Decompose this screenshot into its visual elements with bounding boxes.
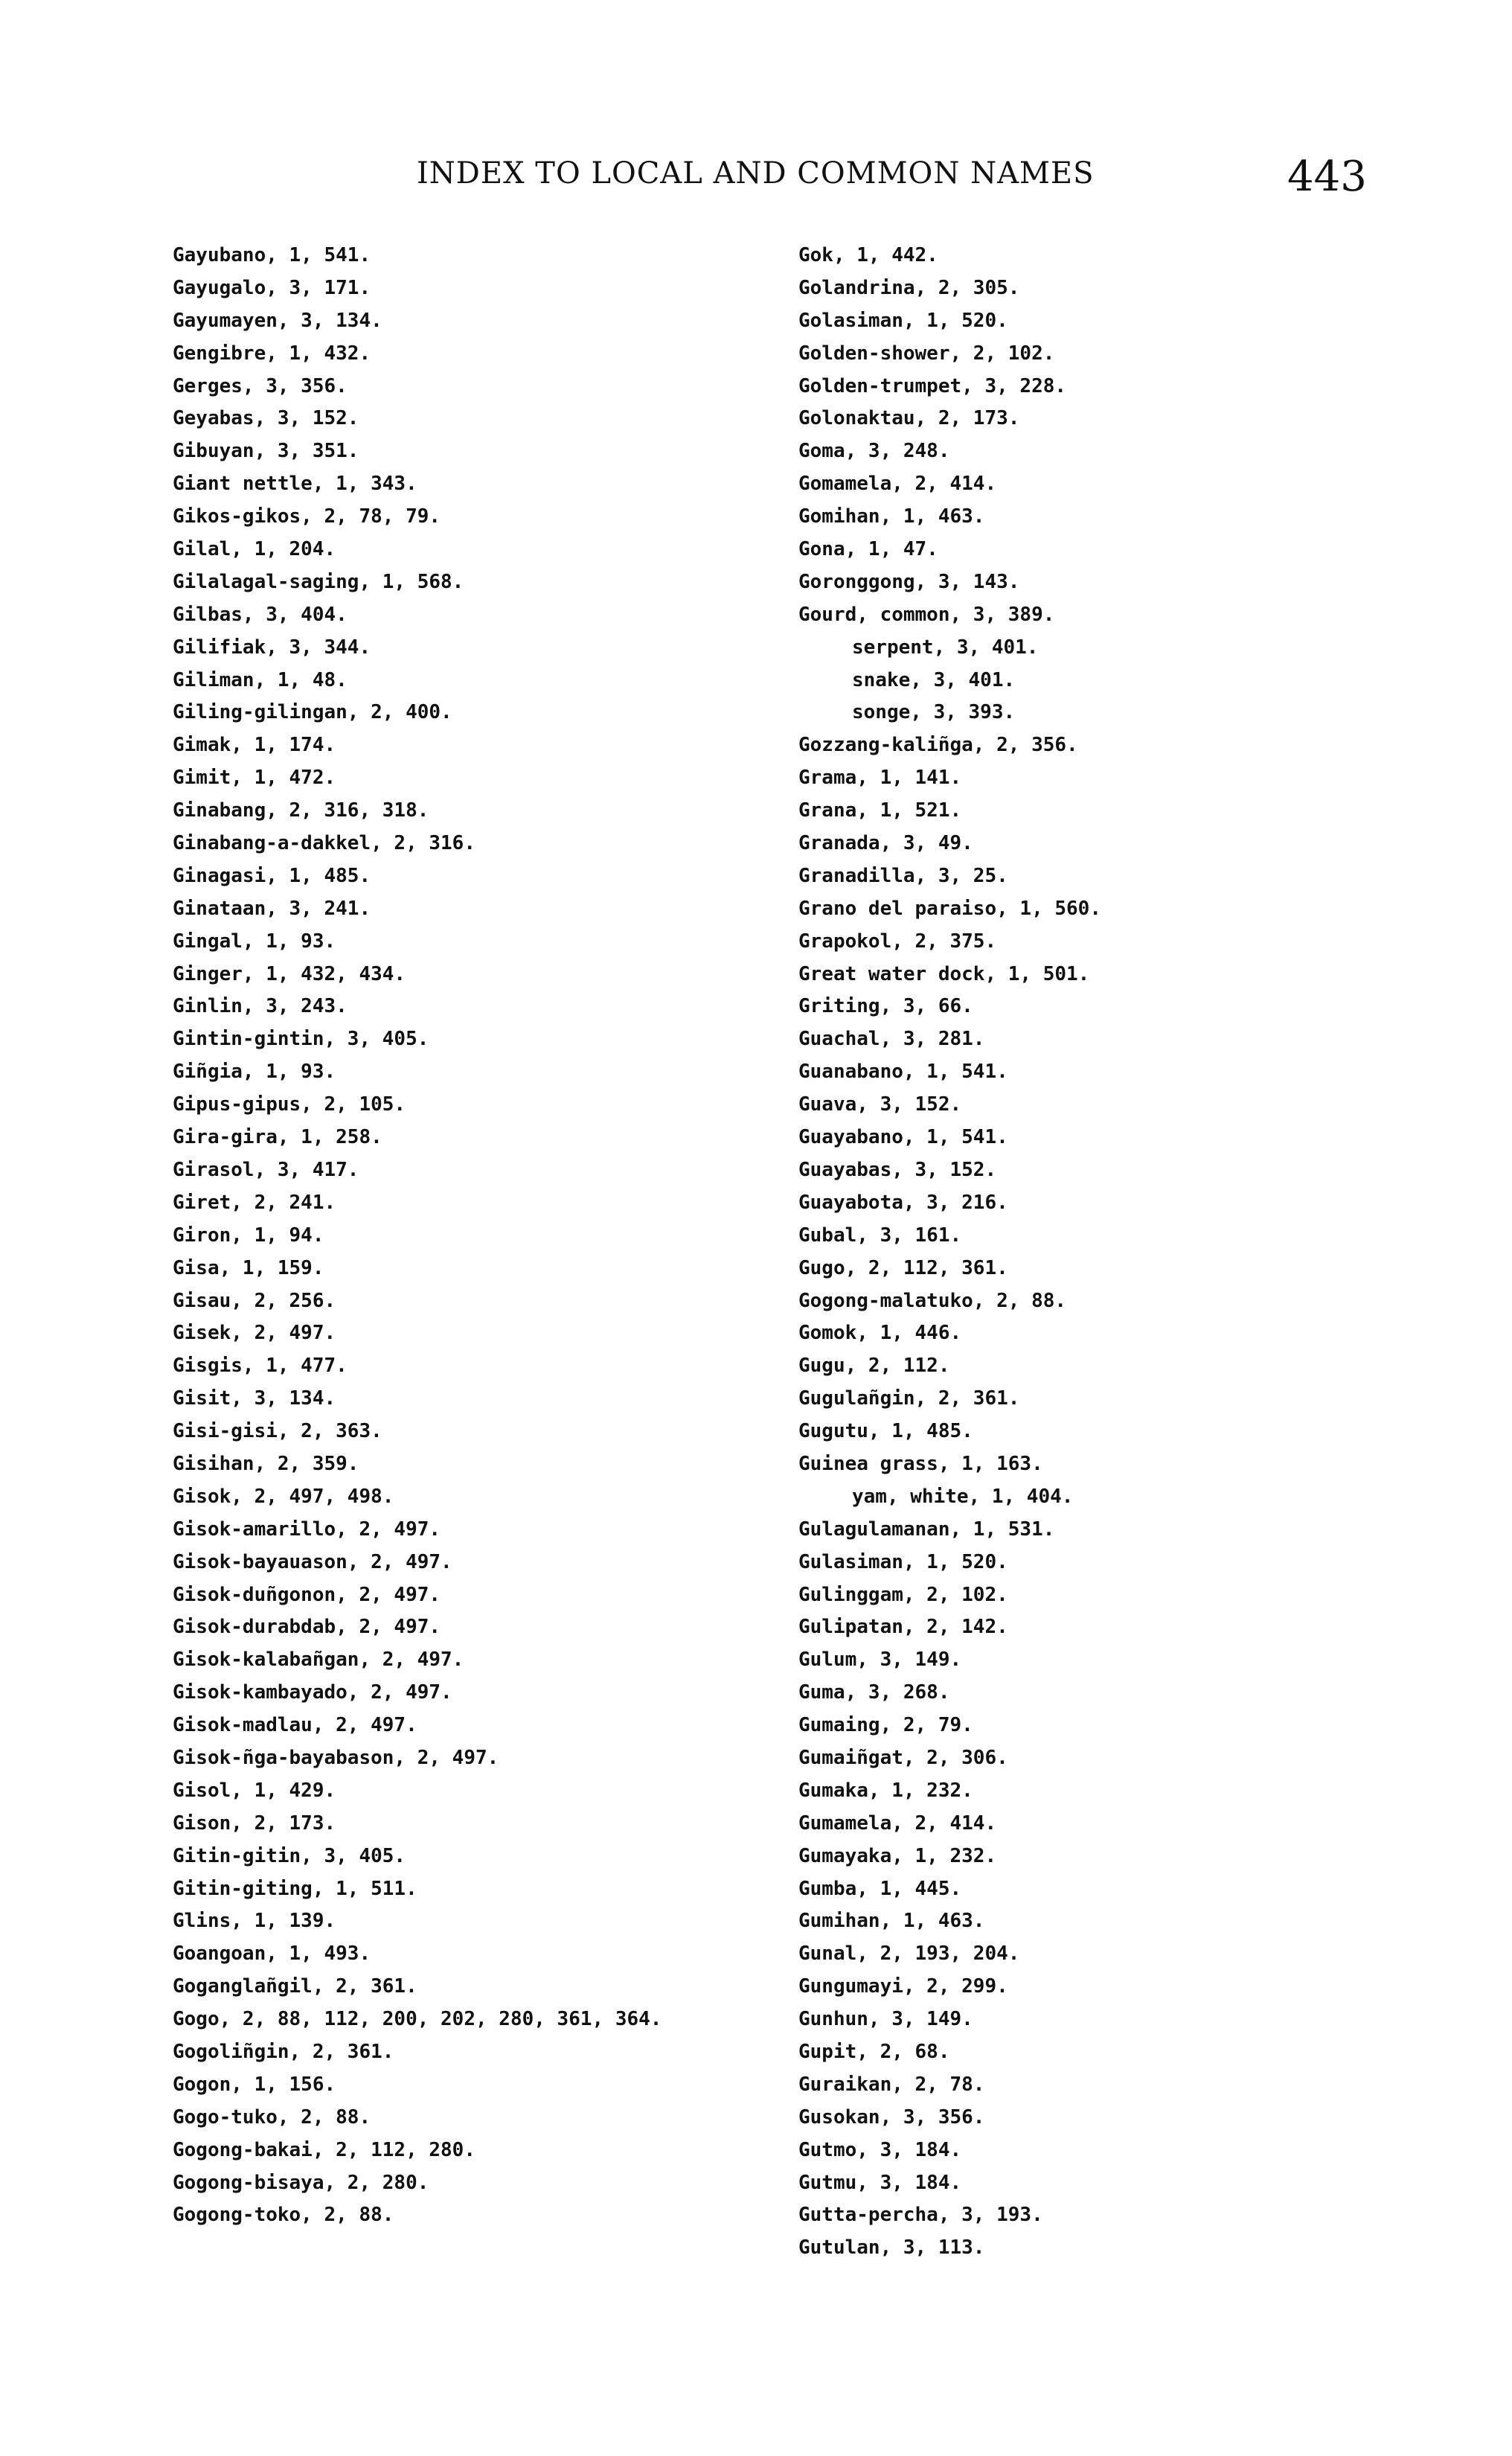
index-entry: Gogo, 2, 88, 112, 200, 202, 280, 361, 364. [173,2008,662,2031]
running-head: INDEX TO LOCAL AND COMMON NAMES [417,156,1095,191]
index-entry: Gimit, 1, 472. [173,767,336,790]
index-entry: Grapokol, 2, 375. [798,930,997,953]
index-entry: Ginagasi, 1, 485. [173,864,371,887]
index-entry: Gugutu, 1, 485. [798,1420,973,1443]
index-entry: Gulum, 3, 149. [798,1648,962,1672]
index-entry: Gutta-percha, 3, 193. [798,2204,1043,2227]
index-entry: Golden-trumpet, 3, 228. [798,374,1067,397]
index-entry: Gogoliñgin, 2, 361. [173,2040,394,2063]
index-entry: Gogong-bakai, 2, 112, 280. [173,2138,475,2161]
index-entry: Golandrina, 2, 305. [798,276,1020,299]
index-entry: Gumaing, 2, 79. [798,1714,973,1737]
index-entry: Gisok-kambayado, 2, 497. [173,1681,452,1704]
index-entry: Gugu, 2, 112. [798,1355,950,1378]
index-entry: Gogo-tuko, 2, 88. [173,2105,371,2129]
index-entry: Gulipatan, 2, 142. [798,1616,1008,1639]
index-entry: Gumihan, 1, 463. [798,1910,985,1933]
index-entry: Gok, 1, 442. [798,244,938,266]
index-entry: Gisok-ñga-bayabason, 2, 497. [173,1746,499,1769]
index-entry: Golonaktau, 2, 173. [798,407,1020,430]
index-entry: Gikos-gikos, 2, 78, 79. [173,505,441,528]
page-number: 443 [1287,153,1367,201]
index-entry: Grana, 1, 521. [798,799,962,822]
index-entry: Gisok-kalabañgan, 2, 497. [173,1648,464,1672]
index-entry: Ginataan, 3, 241. [173,897,371,920]
index-entry: Gipus-gipus, 2, 105. [173,1093,406,1116]
index-subentry: serpent, 3, 401. [852,636,1039,659]
index-entry: Goangoan, 1, 493. [173,1942,371,1966]
index-column-right [798,240,1394,2265]
index-entry: Gisa, 1, 159. [173,1256,324,1279]
index-entry: Gungumayi, 2, 299. [798,1975,1008,1998]
index-entry: Gimak, 1, 174. [173,734,336,757]
index-entry: Granadilla, 3, 25. [798,864,1008,887]
index-entry: Ginabang-a-dakkel, 2, 316. [173,832,475,855]
index-entry: Gomok, 1, 446. [798,1322,962,1345]
index-entry: Gugo, 2, 112, 361. [798,1256,1008,1279]
index-entry: Gira-gira, 1, 258. [173,1126,382,1149]
index-entry: Gulasiman, 1, 520. [798,1550,1008,1573]
index-entry: Gourd, common, 3, 389. [798,603,1055,626]
index-entry: Gisgis, 1, 477. [173,1355,347,1378]
index-entry: Gisau, 2, 256. [173,1289,336,1312]
index-entry: Guava, 3, 152. [798,1093,962,1116]
index-entry: Gubal, 3, 161. [798,1224,962,1247]
index-entry: Guayabota, 3, 216. [798,1191,1008,1214]
index-entry: Girasol, 3, 417. [173,1158,359,1181]
index-entry: Goma, 3, 248. [798,440,950,463]
index-entry: Gilal, 1, 204. [173,538,336,561]
index-entry: Gutulan, 3, 113. [798,2236,985,2260]
index-entry: Gomihan, 1, 463. [798,505,985,528]
index-entry: Giret, 2, 241. [173,1191,336,1214]
index-entry: Guraikan, 2, 78. [798,2073,985,2096]
index-entry: Gunal, 2, 193, 204. [798,1942,1020,1966]
index-entry: Gumba, 1, 445. [798,1877,962,1900]
index-entry: Geyabas, 3, 152. [173,407,359,430]
index-entry: Gitin-gitin, 3, 405. [173,1844,406,1867]
index-subentry: snake, 3, 401. [852,668,1016,691]
index-entry: Gumayaka, 1, 232. [798,1844,997,1867]
index-entry: Ginger, 1, 432, 434. [173,962,406,985]
index-entry: Gisok-bayauason, 2, 497. [173,1550,452,1573]
index-entry: Grama, 1, 141. [798,767,962,790]
index-entry: Giñgia, 1, 93. [173,1061,336,1084]
index-entry: Ginlin, 3, 243. [173,995,347,1018]
index-entry: Gilifiak, 3, 344. [173,636,371,659]
index-entry: Gisit, 3, 134. [173,1387,336,1410]
index-entry: Giron, 1, 94. [173,1224,324,1247]
index-entry: Gisok-duñgonon, 2, 497. [173,1583,441,1606]
index-entry: Gisok, 2, 497, 498. [173,1485,394,1508]
index-entry: Goronggong, 3, 143. [798,570,1020,593]
index-entry: Gutmu, 3, 184. [798,2171,962,2194]
index-entry: Gayubano, 1, 541. [173,244,371,266]
index-entry: Gisihan, 2, 359. [173,1452,359,1475]
index-entry: Gingal, 1, 93. [173,930,336,953]
index-entry: Guayabano, 1, 541. [798,1126,1008,1149]
index-entry: Gisok-madlau, 2, 497. [173,1714,417,1737]
index-entry: Gisol, 1, 429. [173,1779,336,1802]
index-entry: Gusokan, 3, 356. [798,2105,985,2129]
index-entry: Ginabang, 2, 316, 318. [173,799,429,822]
index-entry: Gayugalo, 3, 171. [173,276,371,299]
index-entry: Gilalagal-saging, 1, 568. [173,570,464,593]
index-entry: Giliman, 1, 48. [173,668,347,691]
index-entry: Giant nettle, 1, 343. [173,473,417,496]
index-entry: Gisi-gisi, 2, 363. [173,1420,382,1443]
index-entry: Guma, 3, 268. [798,1681,950,1704]
index-entry: Gogong-toko, 2, 88. [173,2204,394,2227]
index-entry: Gona, 1, 47. [798,538,938,561]
index-entry: Gozzang-kaliñga, 2, 356. [798,734,1078,757]
index-entry: Gupit, 2, 68. [798,2040,950,2063]
index-entry: Guayabas, 3, 152. [798,1158,997,1181]
index-entry: Golden-shower, 2, 102. [798,342,1055,365]
index-entry: Gisok-amarillo, 2, 497. [173,1518,441,1541]
index-entry: Gumamela, 2, 414. [798,1811,997,1835]
index-entry: Gulagulamanan, 1, 531. [798,1518,1055,1541]
index-entry: Gumaka, 1, 232. [798,1779,973,1802]
index-entry: Gunhun, 3, 149. [798,2008,973,2031]
index-entry: Gugulañgin, 2, 361. [798,1387,1020,1410]
index-entry: Great water dock, 1, 501. [798,962,1090,985]
index-entry: Golasiman, 1, 520. [798,309,1008,332]
index-entry: Gison, 2, 173. [173,1811,336,1835]
index-entry: Gomamela, 2, 414. [798,473,997,496]
index-entry: Gibuyan, 3, 351. [173,440,359,463]
index-entry: Gitin-giting, 1, 511. [173,1877,417,1900]
index-column-left [173,240,768,2232]
index-entry: Griting, 3, 66. [798,995,973,1018]
index-entry: Guanabano, 1, 541. [798,1061,1008,1084]
index-entry: Granada, 3, 49. [798,832,973,855]
index-entry: Gengibre, 1, 432. [173,342,371,365]
index-entry: Gogong-malatuko, 2, 88. [798,1289,1067,1312]
index-entry: Gerges, 3, 356. [173,374,347,397]
index-entry: Gayumayen, 3, 134. [173,309,382,332]
index-entry: Guachal, 3, 281. [798,1028,985,1051]
index-entry: Gisek, 2, 497. [173,1322,336,1345]
index-subentry: yam, white, 1, 404. [852,1485,1074,1508]
index-entry: Goganglañgil, 2, 361. [173,1975,417,1998]
index-entry: Gogong-bisaya, 2, 280. [173,2171,429,2194]
index-entry: Gumaiñgat, 2, 306. [798,1746,1008,1769]
index-subentry: songe, 3, 393. [852,701,1016,724]
index-entry: Giling-gilingan, 2, 400. [173,701,452,724]
index-entry: Gintin-gintin, 3, 405. [173,1028,429,1051]
index-entry: Grano del paraiso, 1, 560. [798,897,1101,920]
index-entry: Gilbas, 3, 404. [173,603,347,626]
index-entry: Gogon, 1, 156. [173,2073,336,2096]
index-entry: Gisok-durabdab, 2, 497. [173,1616,441,1639]
index-entry: Gutmo, 3, 184. [798,2138,962,2161]
index-entry: Guinea grass, 1, 163. [798,1452,1043,1475]
index-entry: Glins, 1, 139. [173,1910,336,1933]
index-entry: Gulinggam, 2, 102. [798,1583,1008,1606]
